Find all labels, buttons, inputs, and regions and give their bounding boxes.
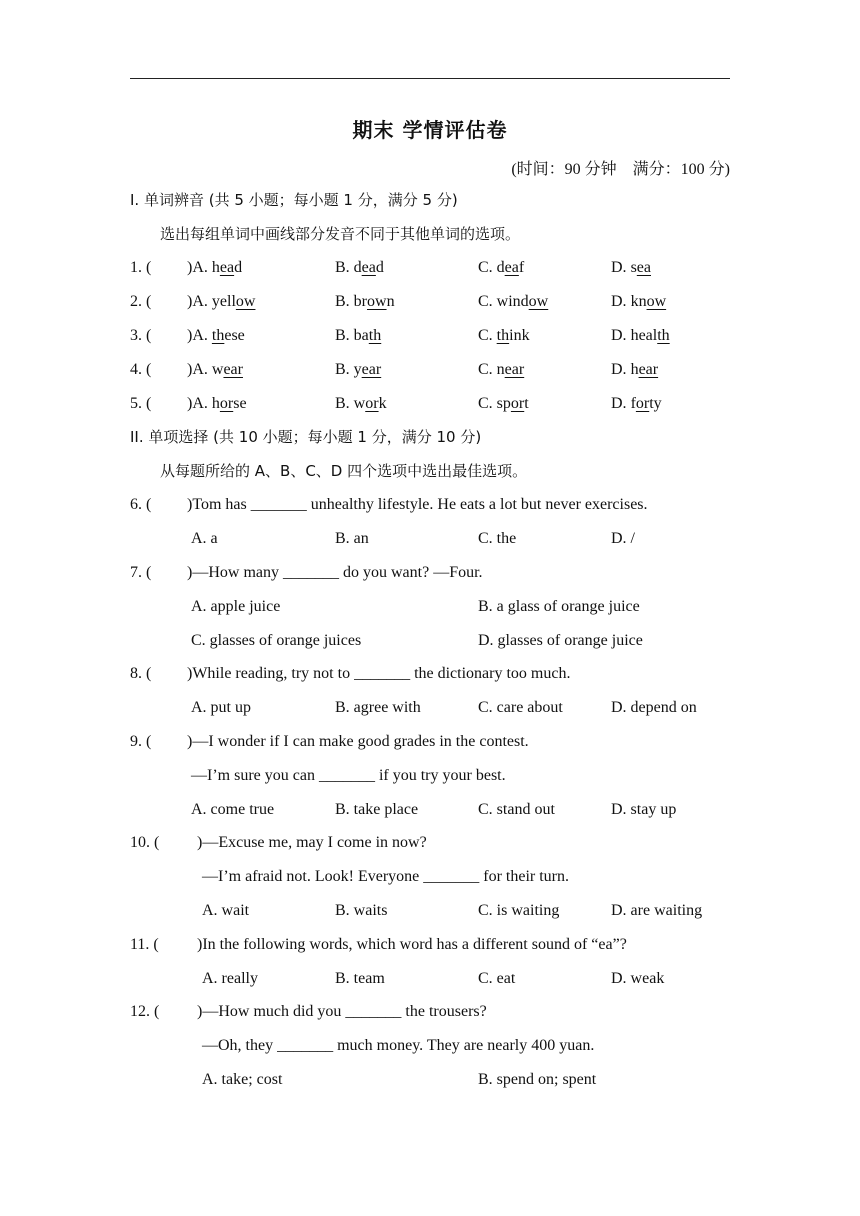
question-text: )Tom has _______ unhealthy lifestyle. He eats a lot but never exercises. bbox=[187, 496, 648, 513]
option-b: B. spend on; spent bbox=[478, 1071, 597, 1088]
option-a: A. wait bbox=[202, 902, 250, 919]
section2-heading: II. 单项选择 (共 10 小题；每小题 1 分，满分 10 分) bbox=[130, 428, 482, 446]
answer-paren: )A. these bbox=[187, 327, 245, 344]
question-text: )In the following words, which word has a different sound of “ea”? bbox=[197, 936, 627, 953]
answer-paren: )A. horse bbox=[187, 395, 247, 412]
option-d: D. glasses of orange juice bbox=[478, 632, 643, 649]
option-a: A. a bbox=[191, 530, 218, 547]
question-number: 10. ( bbox=[130, 834, 160, 851]
question-text: )—Excuse me, may I come in now? bbox=[197, 834, 427, 851]
question-number: 12. ( bbox=[130, 1003, 160, 1020]
option-c: C. care about bbox=[478, 699, 563, 716]
option-d: D. forty bbox=[611, 395, 662, 412]
option-d: D. are waiting bbox=[611, 902, 703, 919]
option-d: D. / bbox=[611, 530, 635, 547]
option-d: D. hear bbox=[611, 361, 659, 378]
option-b: B. brown bbox=[335, 293, 395, 310]
question-number: 9. ( bbox=[130, 733, 152, 750]
question-number: 4. ( bbox=[130, 361, 152, 378]
option-c: C. near bbox=[478, 361, 525, 378]
option-b: B. take place bbox=[335, 801, 419, 818]
question-number: 11. ( bbox=[130, 936, 159, 953]
option-c: C. stand out bbox=[478, 801, 555, 818]
question-text-reply: —I’m sure you can _______ if you try your best. bbox=[191, 767, 506, 784]
option-b: B. agree with bbox=[335, 699, 421, 716]
section2-instruction: 从每题所给的 A、B、C、D 四个选项中选出最佳选项。 bbox=[160, 462, 528, 480]
option-c: C. glasses of orange juices bbox=[191, 632, 362, 649]
question-text-reply: —Oh, they _______ much money. They are nearly 400 yuan. bbox=[202, 1037, 595, 1054]
option-c: C. think bbox=[478, 327, 530, 344]
option-b: B. a glass of orange juice bbox=[478, 598, 640, 615]
option-c: C. sport bbox=[478, 395, 529, 412]
option-a: A. take; cost bbox=[202, 1071, 283, 1088]
option-b: B. year bbox=[335, 361, 382, 378]
section1-heading: I. 单词辨音 (共 5 小题；每小题 1 分，满分 5 分) bbox=[130, 191, 458, 209]
question-text: )While reading, try not to _______ the dictionary too much. bbox=[187, 665, 571, 682]
option-c: C. eat bbox=[478, 970, 516, 987]
option-c: C. is waiting bbox=[478, 902, 560, 919]
answer-paren: )A. head bbox=[187, 259, 243, 276]
time-score-info: (时间：90 分钟 满分：100 分) bbox=[511, 161, 730, 178]
option-d: D. weak bbox=[611, 970, 665, 987]
page-title: 期末 学情评估卷 bbox=[352, 118, 508, 142]
option-d: D. depend on bbox=[611, 699, 697, 716]
option-a: A. apple juice bbox=[191, 598, 281, 615]
option-b: B. work bbox=[335, 395, 387, 412]
option-d: D. health bbox=[611, 327, 670, 344]
answer-paren: )A. wear bbox=[187, 361, 243, 378]
question-number: 6. ( bbox=[130, 496, 152, 513]
section1-instruction: 选出每组单词中画线部分发音不同于其他单词的选项。 bbox=[160, 225, 521, 243]
question-number: 5. ( bbox=[130, 395, 152, 412]
question-text-reply: —I’m afraid not. Look! Everyone _______ for their turn. bbox=[202, 868, 570, 885]
question-number: 1. ( bbox=[130, 259, 152, 276]
answer-paren: )A. yellow bbox=[187, 293, 256, 310]
option-b: B. team bbox=[335, 970, 385, 987]
question-number: 7. ( bbox=[130, 564, 152, 581]
option-a: A. put up bbox=[191, 699, 251, 716]
question-number: 3. ( bbox=[130, 327, 152, 344]
question-text: )—How much did you _______ the trousers? bbox=[197, 1003, 487, 1020]
question-number: 8. ( bbox=[130, 665, 152, 682]
option-a: A. really bbox=[202, 970, 258, 987]
option-c: C. window bbox=[478, 293, 549, 310]
option-b: B. dead bbox=[335, 259, 384, 276]
question-number: 2. ( bbox=[130, 293, 152, 310]
option-d: D. know bbox=[611, 293, 667, 310]
header-rule bbox=[130, 78, 730, 79]
option-d: D. stay up bbox=[611, 801, 677, 818]
option-a: A. come true bbox=[191, 801, 275, 818]
option-b: B. waits bbox=[335, 902, 388, 919]
option-b: B. an bbox=[335, 530, 369, 547]
option-d: D. sea bbox=[611, 259, 651, 276]
question-text: )—I wonder if I can make good grades in the contest. bbox=[187, 733, 529, 750]
option-c: C. the bbox=[478, 530, 517, 547]
option-b: B. bath bbox=[335, 327, 382, 344]
question-text: )—How many _______ do you want? —Four. bbox=[187, 564, 483, 581]
option-c: C. deaf bbox=[478, 259, 525, 276]
